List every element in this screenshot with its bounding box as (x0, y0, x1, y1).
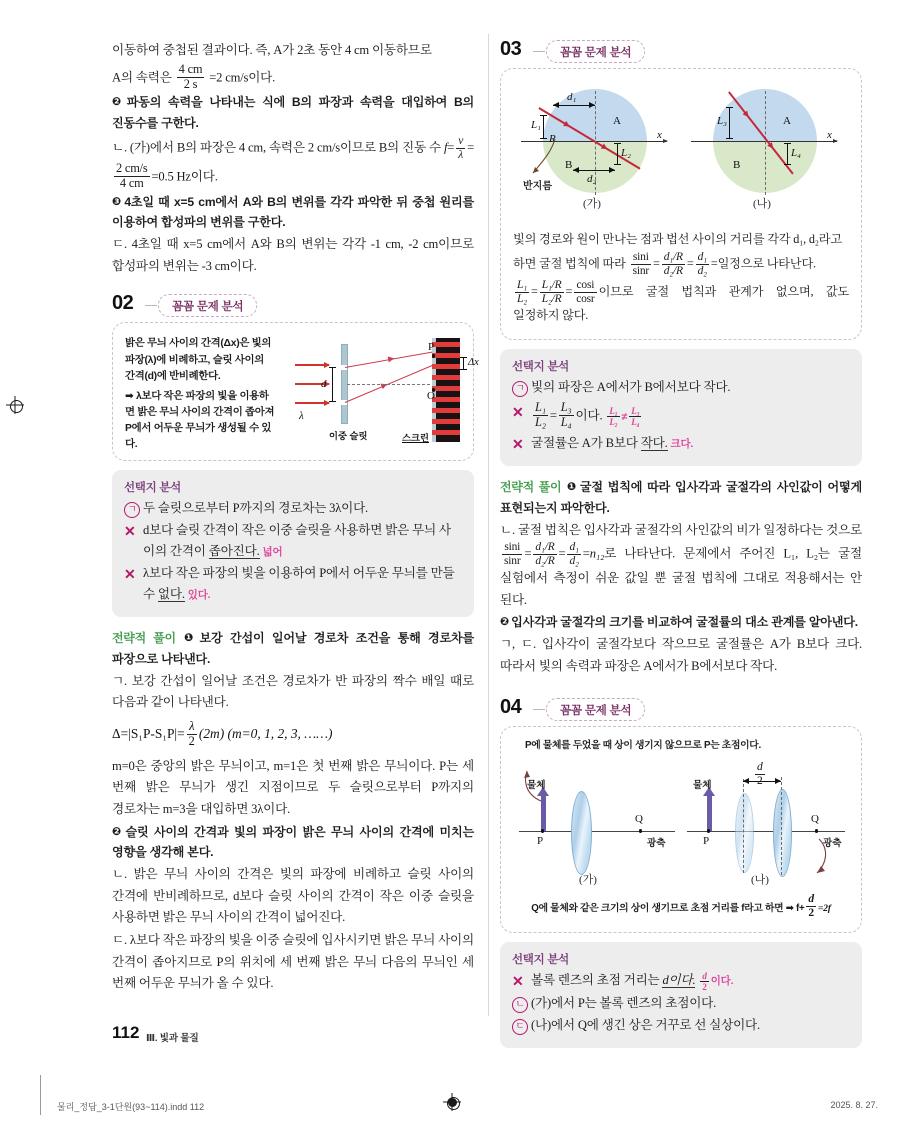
choice-strike-text: 작다. (640, 436, 668, 451)
choice-mark-x: ✕ (512, 406, 524, 422)
lens-caption-ga: (가) (579, 874, 597, 887)
analysis-04-top-note: P에 물체를 두었을 때 상이 생기지 않으므로 P는 초점이다. (525, 740, 761, 752)
relative-index-symbol: n₁₂ (589, 546, 605, 561)
cos-ratio-fraction: $\frac{\cos i}{\cos r}$ (576, 278, 595, 305)
choice-text (143, 563, 462, 605)
choice-analysis-title-04: 선택지 분석 (512, 954, 569, 967)
object-label-na: 물체 (693, 780, 712, 792)
problem-04-choice-analysis (500, 942, 862, 1047)
d2-label: d₂ (587, 173, 597, 185)
problem-03-analysis-box (500, 68, 862, 340)
choice-correction: 크다. (670, 438, 694, 451)
ray-upper-slit (345, 352, 436, 369)
wavelength-label: λ (299, 410, 304, 423)
half-wavelength-fraction: $\frac{\lambda}{2}$ (188, 718, 195, 748)
choice-correction: 넓어 (262, 546, 283, 559)
analysis-pill-02 (158, 294, 257, 317)
L-over-R-fraction: $\frac{\text{L₁/R}}{\text{L₂/R}}$ (541, 278, 562, 305)
d1-dimension (553, 105, 595, 106)
lens-center-dash-1 (743, 779, 744, 873)
strategy-02-c-line: ㄷ. λ보다 작은 파장의 빛을 이중 슬릿에 입사시키면 밝은 무늬 사이의 간격이 좁아지므로 P의 위치에 세 번째 밝은 무늬 다음의 무늬인 세 번째 어두운 무늬가 올 수 있다. (112, 933, 474, 991)
figure-na (691, 85, 841, 209)
continued-paragraph-1: 이동하여 중첩된 결과이다. 즉, A가 2초 동안 4 cm 이동하므로 (112, 43, 432, 57)
strategy-03-l-pre: ㄴ. 굴절 법칙은 입사각과 굴절각의 사인값의 비가 일정하다는 것으로 (500, 522, 862, 537)
choice-item (124, 498, 462, 519)
fringe-spacing-label: Δx (468, 357, 479, 369)
problem-02-header (112, 294, 474, 320)
equation-rhs: (2m) (m=0, 1, 2, 3, ……) (198, 725, 333, 741)
incident-arrow-1 (295, 364, 329, 365)
slit-separation-dimension (332, 367, 333, 402)
choice-item (512, 970, 850, 992)
header-tick (533, 51, 545, 52)
strategy-step-number: ❶ (179, 631, 198, 644)
lens-figure-na (681, 759, 851, 889)
snell-d-over-R-fraction: $\frac{\text{d₁/R}}{\text{d₂/R}}$ (663, 250, 683, 277)
L1-label: L₁ (531, 119, 541, 131)
choice-text-suffix: 이다. (575, 408, 603, 423)
analysis-note-1: 밝은 무늬 사이의 간격(Δx)은 빛의 파장(λ)에 비례하고, 슬릿 사이의 간격(d)에 반비례한다. (125, 338, 272, 382)
page-number: 112 (112, 1023, 140, 1042)
choice-mark-x: ✕ (124, 568, 136, 584)
fringe-spacing-dimension (463, 357, 464, 370)
step-2-heading (112, 92, 474, 134)
d1-label: d₁ (567, 91, 577, 103)
choice-c-displacement: ㄷ. 4초일 때 x=5 cm에서 A와 B의 변위는 각각 -1 cm, -2 cm이므로 합성파의 변위는 -3 cm이다. (112, 237, 474, 273)
medium-b-label-ga: B (565, 159, 573, 171)
normal-line-na (765, 91, 766, 195)
half-d-label (753, 761, 767, 788)
incident-arrow-3 (295, 402, 329, 403)
lens-center-dash-2 (781, 777, 782, 875)
frequency-symbol: f (443, 140, 448, 155)
x-axis-label-ga: x (657, 129, 662, 141)
L4-dimension (787, 143, 788, 165)
speed-label: A의 속력은 (112, 70, 172, 84)
strategy-03-step2 (500, 612, 862, 633)
choice-mark-circle: ㄱ (124, 498, 143, 519)
strategy-02-after-equation: m=0은 중앙의 밝은 무늬이고, m=1은 첫 번째 밝은 무늬이다. P는 세 번째 밝은 무늬가 생긴 지점이므로 두 슬릿으로부터 P까지의 경로차는 m=3을 대입하면 3λ이다. (112, 758, 474, 816)
object-label-ga: 물체 (527, 780, 546, 792)
caption-na: (나) (753, 198, 771, 210)
radius-label: R (549, 133, 556, 145)
L4-label: L₄ (791, 147, 801, 159)
L2-dimension (617, 143, 618, 165)
half-d-fraction-caption: $\frac{d}{2}$ (808, 893, 814, 920)
choice-text: (가)에서 P는 볼록 렌즈의 초점이다. (531, 995, 717, 1010)
choice-strike-text: d이다. (662, 973, 696, 988)
convex-lens-na-2 (773, 789, 792, 877)
choice-text-main: d보다 슬릿 간격이 작은 이중 슬릿을 사용하면 밝은 무늬 사이의 간격이 (143, 523, 451, 559)
analysis-03-line1: 빛의 경로와 원이 만나는 점과 법선 사이의 거리를 각각 d₁, d₂라고 (513, 232, 842, 246)
slit-separation-label: d (321, 378, 327, 391)
strategy-03-step1 (500, 477, 862, 519)
medium-a-label-na: A (783, 115, 791, 127)
analysis-03-line2-post: =일정으로 나타난다. (710, 256, 816, 271)
choice-correction: $\frac{\text{L₁}}{\text{L₂}}$ ≠ $\frac{\text{L₃}}{\text{L₄}}$ (609, 406, 640, 428)
object-arrow-na (707, 795, 712, 831)
speed-result: =2 cm/s이다. (209, 70, 276, 84)
strategy-label: 전략적 풀이 (112, 630, 176, 645)
figure-ga (521, 85, 671, 209)
analysis-note-2: ➡ λ보다 작은 파장의 빛을 이용하면 밝은 무늬 사이의 간격이 좁아져 P에서 어두운 무늬가 생성될 수 있다. (125, 390, 275, 451)
half-d-fraction: $\frac{d}{2}$ (757, 761, 763, 788)
print-date: 2025. 8. 27. (830, 1100, 878, 1110)
problem-04-number: 04 (500, 696, 522, 719)
snell-d-fraction-2: $\frac{\text{d₁}}{\text{d₂}}$ (569, 541, 579, 568)
problem-02-analysis-box (112, 322, 479, 461)
q-callout-arrow (807, 837, 841, 877)
correction-suffix: 이다. (710, 975, 734, 988)
registration-mark-left (6, 396, 24, 414)
x-axis-label-na: x (827, 129, 832, 141)
choice-text: $\frac{\text{L₁}}{\text{L₂}}$ = $\frac{\text{L₃}}{\text{L₄}}$ 이다. $\frac{\text{L₁}}{\text{L₂}}$ ≠ $\frac{\text{L₃}}{\text{L₄}}$ (531, 401, 850, 430)
choice-text: (나)에서 Q에 생긴 상은 거꾸로 선 실상이다. (531, 1017, 760, 1032)
choice-mark-circle: ㄴ (512, 993, 531, 1014)
medium-b-label-na: B (733, 159, 741, 171)
analysis-pill-04 (546, 698, 645, 721)
choice-text (531, 970, 850, 992)
problem-02-choice-analysis (112, 470, 474, 616)
analysis-pill-03 (546, 40, 645, 63)
problem-03-header (500, 40, 862, 66)
caption-ga: (가) (583, 198, 601, 210)
v-lambda-fraction: $\frac{v}{\lambda}$ (458, 135, 464, 161)
choice-text-main: 볼록 렌즈의 초점 거리는 (531, 973, 663, 988)
analysis-03-line2-pre: 하면 굴절 법칙에 따라 (513, 256, 626, 271)
choice-item (512, 1015, 850, 1036)
speed-fraction: $\frac{4 cm}{2 s}$ (178, 61, 203, 91)
strategy-label: 전략적 풀이 (500, 480, 562, 495)
analysis-03-line3: $\frac{\text{L₁}}{\text{L₂}}$ = $\frac{\text{L₁/R}}{\text{L₂/R}}$ = $\frac{\cos i}{\cos r}$ 이므로 굴절 법칙과 관계가 없으며, 값도 일정하지 않다. (513, 278, 849, 323)
left-column (112, 40, 479, 996)
problem-03-choice-analysis (500, 349, 862, 466)
chapter-title: Ⅲ. 빛과 물질 (146, 1033, 199, 1044)
choice-item (512, 433, 850, 454)
crop-mark-left (40, 1075, 41, 1115)
strategy-02-g-line: ㄱ. 보강 간섭이 일어날 조건은 경로차가 반 파장의 짝수 배일 때로 다음과 같이 나타낸다. (112, 673, 474, 710)
x-axis-na (691, 141, 837, 142)
lens-diagram (513, 751, 849, 893)
analysis-pill-label: 꼼꼼 문제 분석 (172, 299, 244, 313)
diagram-02-text (125, 336, 275, 453)
radius-callout-arrow (525, 135, 559, 179)
choice-mark-circle: ㄷ (512, 1015, 531, 1036)
choice-strike-text: 없다. (157, 587, 185, 602)
analysis-03-line3-text: 이므로 굴절 법칙과 관계가 없으며, 값도 일정하지 않다. (513, 284, 849, 323)
header-tick (145, 305, 157, 306)
double-slit-figure (285, 338, 479, 446)
step-3-text: 4초일 때 x=5 cm에서 A와 B의 변위를 각각 파악한 뒤 중첩 원리를 이용하여 합성파의 변위를 구한다. (112, 194, 475, 230)
L2-label: L₂ (621, 147, 631, 159)
correction-L3-L4: $\frac{\text{L₃}}{\text{L₄}}$ (631, 406, 640, 428)
frequency-result: =0.5 Hz이다. (151, 169, 218, 184)
double-slit-diagram (125, 336, 479, 451)
correction-L1-L2: $\frac{\text{L₁}}{\text{L₂}}$ (609, 406, 618, 428)
object-callout-arrow-ga (519, 767, 553, 803)
point-p-label: P (428, 341, 435, 354)
optical-axis-label-ga: 광축 (647, 838, 666, 850)
strategy-step-number: ❷ (112, 825, 124, 838)
L1-L2-fraction: $\frac{\text{L₁}}{\text{L₂}}$ (535, 400, 546, 430)
choice-analysis-title-03: 선택지 분석 (512, 361, 569, 374)
point-p-label-ga: P (537, 835, 544, 848)
analysis-04-bottom-note (513, 893, 849, 920)
correction-half-d: $\frac{d}{2}$ (702, 970, 707, 992)
problem-04-analysis-box (500, 726, 862, 933)
strategy-02-l-line: ㄴ. 밝은 무늬 사이의 간격은 빛의 파장에 비례하고 슬릿 사이의 간격에 반비례하므로, d보다 슬릿 사이의 간격이 작은 이중 슬릿을 사용하면 밝은 무늬 사이의 간격이 넓어진다. (112, 867, 474, 925)
problem-02-number: 02 (112, 292, 134, 315)
refraction-circles-diagram (513, 79, 849, 229)
choice-item (512, 993, 850, 1014)
strategy-step-text: 굴절 법칙에 따라 입사각과 굴절각의 사인값이 어떻게 표현되는지 파악한다. (500, 480, 862, 515)
equation-lhs: Δ=|S₁P-S₁P|= (112, 725, 185, 741)
d2-dimension (573, 170, 615, 171)
choice-correction: 있다. (187, 589, 211, 602)
strategy-02-step1 (112, 628, 474, 670)
choice-item (124, 520, 462, 562)
optical-axis-dashed (347, 384, 435, 385)
screen-fringes (432, 338, 460, 442)
medium-a-label-ga: A (613, 115, 621, 127)
choice-item (512, 401, 850, 430)
choice-text: 빛의 파장은 A에서가 B에서보다 작다. (531, 380, 731, 395)
choice-correction (698, 970, 734, 992)
path-difference-equation (112, 720, 474, 749)
analysis-04-bottom-post: =2f (817, 903, 831, 915)
choice-item (124, 563, 462, 605)
choice-mark-x: ✕ (124, 525, 136, 541)
point-o-label: O (427, 390, 435, 403)
strategy-03-l-line: ㄴ. 굴절 법칙은 입사각과 굴절각의 사인값의 비가 일정하다는 것으로 $\frac{\sin i}{\sin r}$ = $\frac{\text{d₁/R}}{\text{d₂/R}}$ = $\frac{\text{d₁}}{\text{d₂}}$ =n₁₂로 나타난다. 문제에서 주어진 L₁, L₂는 굴절 실험에서 측정이 쉬운 값일 뿐 굴절 법칙에 그대로 적용해서는 안 된다. (500, 522, 862, 607)
lens-figure-ga (513, 759, 678, 889)
snell-sine-fraction: $\frac{\sin i}{\sin r}$ (632, 250, 650, 277)
choice-l-frequency: ㄴ. (가)에서 B의 파장은 4 cm, 속력은 2 cm/s이므로 B의 진동 수 f= $\frac{v}{\lambda}$ = $\frac{2 cm/s}{4 cm}$ =0.5 Hz이다. (112, 135, 474, 190)
strategy-step-number: ❷ (500, 616, 510, 629)
convex-lens-na-1 (735, 793, 754, 873)
step-2-number: ❷ (112, 96, 125, 109)
lens-caption-na: (나) (751, 874, 769, 887)
strategy-03-gc-line: ㄱ, ㄷ. 입사각이 굴절각보다 작으므로 굴절률은 A가 B보다 크다. 따라서 빛의 속력과 파장은 A에서가 B에서보다 작다. (500, 637, 862, 673)
strategy-step-text: 슬릿 사이의 간격과 빛의 파장이 밝은 무늬 사이의 간격에 미치는 영향을 생각해 본다. (112, 824, 474, 860)
analysis-pill-label: 꼼꼼 문제 분석 (560, 45, 632, 59)
L3-label: L₃ (717, 115, 727, 127)
choice-analysis-title-02: 선택지 분석 (124, 482, 181, 495)
strategy-step-text: 입사각과 굴절각의 크기를 비교하여 굴절률의 대소 관계를 알아낸다. (511, 615, 858, 630)
point-p-label-na: P (703, 835, 710, 848)
convex-lens-ga (571, 791, 592, 875)
choice-l-mid: 수 (428, 140, 441, 155)
analysis-04-bottom-pre: Q에 물체와 같은 크기의 상이 생기므로 초점 거리를 f라고 하면 ➡ f+ (531, 903, 805, 915)
header-tick (533, 709, 545, 710)
snell-d-ratio-fraction: $\frac{\text{d₁}}{\text{d₂}}$ (697, 250, 707, 277)
choice-text-main: λ보다 작은 파장의 빛을 이용하여 P에서 어두운 무늬를 만들 수 (143, 566, 455, 602)
radius-korean-label: 반지름 (523, 181, 552, 192)
problem-03-number: 03 (500, 38, 522, 60)
print-file-name: 물리_정답_3-1단원(93~114).indd 112 (57, 1102, 205, 1112)
L-ratio-fraction: $\frac{\text{L₁}}{\text{L₂}}$ (517, 278, 527, 305)
analysis-pill-label: 꼼꼼 문제 분석 (560, 703, 632, 717)
choice-text (531, 433, 850, 454)
choice-text (143, 520, 462, 562)
continued-speed-line (112, 63, 474, 92)
point-q-label-na: Q (811, 813, 819, 826)
screen-caption: 스크린 (402, 433, 429, 444)
choice-mark-circle: ㄱ (512, 377, 531, 398)
strategy-02-step2 (112, 822, 474, 864)
problem-04-header (500, 698, 862, 724)
optical-axis-label-na: 광축 (823, 838, 842, 850)
column-divider (488, 34, 489, 1016)
L3-dimension (729, 107, 730, 139)
speed-over-wavelength: $\frac{2 cm/s}{4 cm}$ (116, 160, 148, 190)
step-3-heading (112, 192, 474, 234)
L3-L4-fraction: $\frac{\text{L₃}}{\text{L₄}}$ (560, 400, 572, 430)
strategy-step-number: ❶ (565, 481, 578, 494)
snell-sine-fraction-2: $\frac{\sin i}{\sin r}$ (504, 541, 521, 568)
right-column (500, 40, 862, 1059)
choice-strike-text: 좁아진다. (208, 544, 260, 559)
step-3-number: ❸ (112, 195, 123, 208)
choice-item (512, 377, 850, 398)
choice-mark-x: ✕ (512, 438, 524, 454)
snell-dR-fraction-2: $\frac{\text{d₁/R}}{\text{d₂/R}}$ (535, 541, 555, 568)
strategy-step-text: 보강 간섭이 일어날 경로차 조건을 통해 경로차를 파장으로 나타낸다. (112, 630, 474, 666)
choice-mark-x: ✕ (512, 975, 524, 991)
choice-text-main: 굴절률은 A가 B보다 (531, 436, 641, 451)
point-q-label-ga: Q (635, 813, 643, 826)
choice-text: 두 슬릿으로부터 P까지의 경로차는 3λ이다. (143, 501, 368, 516)
strategy-03-l-post: 로 나타난다. 문제에서 주어진 L₁, L₂는 굴절 실험에서 측정이 쉬운 값일 뿐 굴절 법칙에 그대로 적용해서는 안 된다. (500, 546, 862, 607)
choice-l-text: ㄴ. (가)에서 B의 파장은 4 cm, 속력은 2 cm/s이므로 B의 진동 (112, 140, 426, 155)
registration-mark-bottom (443, 1093, 461, 1111)
analysis-03-line2: 하면 굴절 법칙에 따라 $\frac{\sin i}{\sin r}$ = $\frac{\text{d₁/R}}{\text{d₂/R}}$ = $\frac{\text{d₁}}{\text{d₂}}$ =일정으로 나타난다. (513, 250, 816, 277)
optical-axis-na (687, 831, 845, 832)
double-slit-caption: 이중 슬릿 (329, 431, 368, 442)
step-2-text: 파동의 속력을 나타내는 식에 B의 파장과 속력을 대입하여 B의 진동수를 구한다. (112, 95, 474, 131)
